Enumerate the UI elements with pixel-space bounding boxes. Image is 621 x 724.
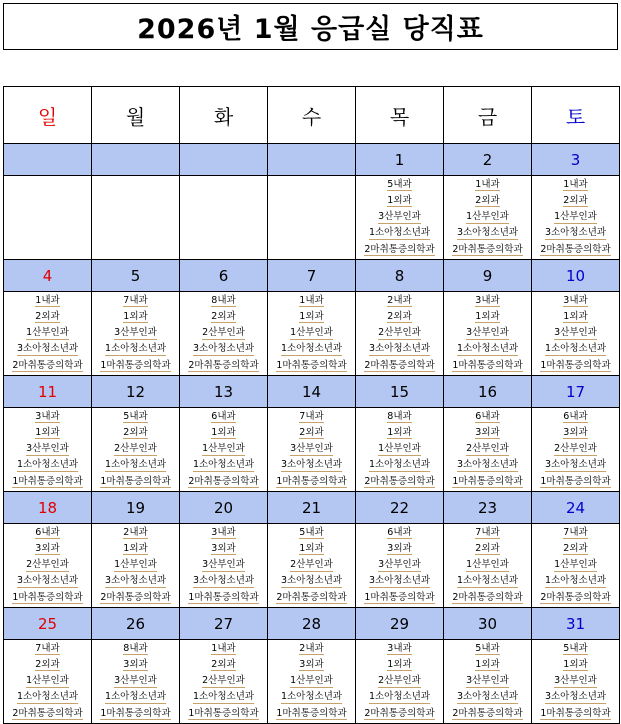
date-number: 29 xyxy=(356,608,444,640)
duty-entry: 3산부인과 xyxy=(554,673,597,689)
duty-entry: 1산부인과 xyxy=(378,441,421,457)
duty-entry: 3외과 xyxy=(563,425,587,441)
duty-entry: 1소아청소년과 xyxy=(369,457,430,473)
duty-list xyxy=(444,525,531,607)
duty-entry: 3내과 xyxy=(563,293,587,309)
duty-list xyxy=(532,409,619,491)
duty-entry: 1마취통증의학과 xyxy=(100,358,170,374)
duty-cell xyxy=(444,292,532,376)
date-number: 3 xyxy=(532,144,620,176)
date-row xyxy=(4,376,620,408)
duty-entry: 1소아청소년과 xyxy=(457,573,518,589)
duty-cell xyxy=(444,640,532,724)
duty-entry: 5내과 xyxy=(387,177,411,193)
duty-list xyxy=(356,177,443,259)
date-number: 6 xyxy=(180,260,268,292)
duty-entry: 1소아청소년과 xyxy=(369,225,430,241)
duty-cell xyxy=(92,640,180,724)
page-title: 2026년 1월 응급실 당직표 xyxy=(137,14,484,45)
duty-entry: 2산부인과 xyxy=(290,557,333,573)
date-number: 11 xyxy=(4,376,92,408)
duty-entry: 1산부인과 xyxy=(202,441,245,457)
duty-entry: 2마취통증의학과 xyxy=(100,590,170,606)
duty-entry: 1내과 xyxy=(563,177,587,193)
duty-entry: 2산부인과 xyxy=(378,325,421,341)
duty-list xyxy=(444,409,531,491)
duty-entry: 6내과 xyxy=(475,409,499,425)
duty-entry: 3소아청소년과 xyxy=(457,457,518,473)
duty-entry: 1소아청소년과 xyxy=(281,689,342,705)
duty-entry: 5내과 xyxy=(475,641,499,657)
date-number: 20 xyxy=(180,492,268,524)
duty-cell xyxy=(444,408,532,492)
date-row xyxy=(4,492,620,524)
date-number: 7 xyxy=(268,260,356,292)
duty-entry: 3소아청소년과 xyxy=(545,689,606,705)
date-number: 23 xyxy=(444,492,532,524)
duty-cell xyxy=(180,292,268,376)
duty-entry: 1외과 xyxy=(299,541,323,557)
duty-list xyxy=(356,641,443,723)
date-number: 21 xyxy=(268,492,356,524)
duty-entry: 1소아청소년과 xyxy=(105,457,166,473)
duty-cell xyxy=(532,176,620,260)
duty-entry: 8내과 xyxy=(123,641,147,657)
duty-entry: 1외과 xyxy=(475,309,499,325)
duty-entry: 1외과 xyxy=(387,193,411,209)
duty-list xyxy=(532,525,619,607)
duty-entry: 3산부인과 xyxy=(114,325,157,341)
duty-cell xyxy=(532,524,620,608)
duty-entry: 6내과 xyxy=(563,409,587,425)
duty-entry: 2외과 xyxy=(563,541,587,557)
duty-entry: 3외과 xyxy=(211,541,235,557)
duty-entry: 3산부인과 xyxy=(378,209,421,225)
date-number: 31 xyxy=(532,608,620,640)
weekday-header: 수 xyxy=(268,87,356,144)
duty-entry: 3외과 xyxy=(299,657,323,673)
duty-entry: 2산부인과 xyxy=(202,325,245,341)
duty-row xyxy=(4,408,620,492)
duty-entry: 3외과 xyxy=(387,541,411,557)
title-box xyxy=(3,3,618,50)
date-number: 22 xyxy=(356,492,444,524)
calendar-body xyxy=(4,144,620,724)
duty-cell xyxy=(356,524,444,608)
duty-list xyxy=(532,641,619,723)
date-number: 26 xyxy=(92,608,180,640)
duty-cell xyxy=(268,640,356,724)
duty-row xyxy=(4,640,620,724)
duty-entry: 3산부인과 xyxy=(554,325,597,341)
date-number: 27 xyxy=(180,608,268,640)
duty-entry: 1마취통증의학과 xyxy=(452,358,522,374)
duty-entry: 3산부인과 xyxy=(378,557,421,573)
duty-entry: 2산부인과 xyxy=(26,557,69,573)
duty-list xyxy=(4,525,91,607)
weekday-header: 토 xyxy=(532,87,620,144)
weekday-header: 월 xyxy=(92,87,180,144)
duty-cell xyxy=(4,640,92,724)
duty-entry: 2산부인과 xyxy=(114,441,157,457)
duty-entry: 6내과 xyxy=(387,525,411,541)
date-number: 1 xyxy=(356,144,444,176)
duty-list xyxy=(268,293,355,375)
duty-cell xyxy=(92,176,180,260)
duty-entry: 3산부인과 xyxy=(466,325,509,341)
duty-cell xyxy=(180,640,268,724)
duty-entry: 1산부인과 xyxy=(26,325,69,341)
duty-entry: 2마취통증의학과 xyxy=(452,242,522,258)
duty-entry: 1소아청소년과 xyxy=(105,341,166,357)
duty-cell xyxy=(356,640,444,724)
duty-entry: 2산부인과 xyxy=(466,441,509,457)
duty-entry: 3산부인과 xyxy=(290,441,333,457)
date-number: 2 xyxy=(444,144,532,176)
duty-entry: 1산부인과 xyxy=(466,557,509,573)
duty-cell xyxy=(532,292,620,376)
duty-entry: 2외과 xyxy=(475,193,499,209)
duty-row xyxy=(4,176,620,260)
duty-entry: 3내과 xyxy=(211,525,235,541)
duty-entry: 1소아청소년과 xyxy=(105,689,166,705)
duty-entry: 2마취통증의학과 xyxy=(452,590,522,606)
duty-entry: 2외과 xyxy=(35,309,59,325)
duty-entry: 2외과 xyxy=(299,425,323,441)
duty-cell xyxy=(180,176,268,260)
duty-entry: 1외과 xyxy=(35,425,59,441)
weekday-header: 화 xyxy=(180,87,268,144)
date-number: 14 xyxy=(268,376,356,408)
duty-cell xyxy=(532,640,620,724)
date-number: 10 xyxy=(532,260,620,292)
duty-cell xyxy=(180,408,268,492)
date-number: 24 xyxy=(532,492,620,524)
duty-entry: 1마취통증의학과 xyxy=(276,358,346,374)
duty-entry: 1마취통증의학과 xyxy=(12,590,82,606)
duty-entry: 1내과 xyxy=(35,293,59,309)
duty-cell xyxy=(532,408,620,492)
duty-entry: 3내과 xyxy=(35,409,59,425)
date-number xyxy=(180,144,268,176)
duty-entry: 2내과 xyxy=(299,641,323,657)
date-number: 28 xyxy=(268,608,356,640)
duty-entry: 1마취통증의학과 xyxy=(364,590,434,606)
date-number: 4 xyxy=(4,260,92,292)
duty-entry: 3소아청소년과 xyxy=(457,689,518,705)
duty-list xyxy=(180,641,267,723)
duty-list xyxy=(92,641,179,723)
duty-entry: 3소아청소년과 xyxy=(17,341,78,357)
duty-entry: 2외과 xyxy=(123,425,147,441)
duty-entry: 1산부인과 xyxy=(466,209,509,225)
duty-calendar xyxy=(3,86,620,724)
duty-entry: 3내과 xyxy=(475,293,499,309)
duty-cell xyxy=(268,176,356,260)
duty-list xyxy=(180,525,267,607)
duty-cell xyxy=(356,176,444,260)
duty-entry: 3소아청소년과 xyxy=(457,225,518,241)
duty-entry: 1외과 xyxy=(299,309,323,325)
duty-list xyxy=(268,525,355,607)
duty-entry: 2마취통증의학과 xyxy=(276,590,346,606)
duty-cell xyxy=(356,292,444,376)
duty-entry: 3소아청소년과 xyxy=(369,341,430,357)
duty-entry: 3외과 xyxy=(123,657,147,673)
duty-list xyxy=(4,293,91,375)
date-number xyxy=(4,144,92,176)
duty-entry: 2내과 xyxy=(387,293,411,309)
duty-entry: 1소아청소년과 xyxy=(281,341,342,357)
duty-entry: 7내과 xyxy=(475,525,499,541)
date-number: 9 xyxy=(444,260,532,292)
duty-entry: 1외과 xyxy=(563,309,587,325)
duty-entry: 2마취통증의학과 xyxy=(452,706,522,722)
duty-entry: 1소아청소년과 xyxy=(457,341,518,357)
duty-entry: 2산부인과 xyxy=(202,673,245,689)
duty-entry: 1마취통증의학과 xyxy=(188,590,258,606)
duty-entry: 3소아청소년과 xyxy=(17,573,78,589)
duty-entry: 3산부인과 xyxy=(26,441,69,457)
duty-entry: 1마취통증의학과 xyxy=(276,706,346,722)
duty-entry: 2마취통증의학과 xyxy=(540,590,610,606)
duty-entry: 1소아청소년과 xyxy=(369,689,430,705)
duty-cell xyxy=(4,408,92,492)
duty-entry: 3소아청소년과 xyxy=(281,573,342,589)
duty-entry: 1내과 xyxy=(475,177,499,193)
duty-entry: 2마취통증의학과 xyxy=(12,358,82,374)
date-number: 25 xyxy=(4,608,92,640)
duty-entry: 3소아청소년과 xyxy=(105,573,166,589)
duty-cell xyxy=(180,524,268,608)
weekday-header: 금 xyxy=(444,87,532,144)
weekday-header-row xyxy=(4,87,620,144)
duty-entry: 1마취통증의학과 xyxy=(540,706,610,722)
date-number: 8 xyxy=(356,260,444,292)
duty-entry: 2마취통증의학과 xyxy=(364,358,434,374)
duty-entry: 2마취통증의학과 xyxy=(364,706,434,722)
duty-entry: 2마취통증의학과 xyxy=(188,358,258,374)
duty-entry: 1소아청소년과 xyxy=(545,341,606,357)
duty-entry: 6내과 xyxy=(211,409,235,425)
duty-entry: 1마취통증의학과 xyxy=(276,474,346,490)
duty-entry: 3소아청소년과 xyxy=(281,457,342,473)
date-row xyxy=(4,260,620,292)
duty-cell xyxy=(444,524,532,608)
duty-list xyxy=(268,409,355,491)
weekday-header: 목 xyxy=(356,87,444,144)
duty-entry: 3소아청소년과 xyxy=(545,457,606,473)
duty-cell xyxy=(268,408,356,492)
duty-list xyxy=(356,409,443,491)
duty-list xyxy=(92,293,179,375)
date-number: 12 xyxy=(92,376,180,408)
duty-cell xyxy=(268,292,356,376)
duty-entry: 1외과 xyxy=(387,657,411,673)
date-number: 19 xyxy=(92,492,180,524)
duty-list xyxy=(444,177,531,259)
duty-list xyxy=(180,409,267,491)
duty-entry: 1소아청소년과 xyxy=(193,457,254,473)
duty-entry: 2외과 xyxy=(475,541,499,557)
duty-list xyxy=(532,293,619,375)
duty-cell xyxy=(444,176,532,260)
duty-entry: 1외과 xyxy=(475,657,499,673)
duty-entry: 2내과 xyxy=(123,525,147,541)
date-number xyxy=(92,144,180,176)
duty-cell xyxy=(4,292,92,376)
duty-entry: 2마취통증의학과 xyxy=(12,706,82,722)
duty-entry: 1마취통증의학과 xyxy=(540,358,610,374)
date-row xyxy=(4,144,620,176)
duty-entry: 1마취통증의학과 xyxy=(12,474,82,490)
duty-cell xyxy=(92,292,180,376)
duty-entry: 1마취통증의학과 xyxy=(452,474,522,490)
duty-entry: 3외과 xyxy=(35,541,59,557)
duty-entry: 1외과 xyxy=(211,425,235,441)
duty-entry: 2외과 xyxy=(211,657,235,673)
duty-entry: 2마취통증의학과 xyxy=(188,474,258,490)
duty-cell xyxy=(92,408,180,492)
duty-list xyxy=(356,293,443,375)
duty-list xyxy=(356,525,443,607)
duty-list xyxy=(4,409,91,491)
weekday-header: 일 xyxy=(4,87,92,144)
duty-entry: 1산부인과 xyxy=(554,209,597,225)
duty-entry: 2마취통증의학과 xyxy=(364,474,434,490)
duty-entry: 5내과 xyxy=(563,641,587,657)
duty-entry: 1내과 xyxy=(211,641,235,657)
duty-list xyxy=(4,641,91,723)
duty-entry: 7내과 xyxy=(299,409,323,425)
duty-list xyxy=(268,641,355,723)
duty-row xyxy=(4,292,620,376)
date-number: 17 xyxy=(532,376,620,408)
date-number: 18 xyxy=(4,492,92,524)
duty-entry: 1산부인과 xyxy=(290,673,333,689)
duty-entry: 1외과 xyxy=(563,657,587,673)
duty-entry: 3내과 xyxy=(387,641,411,657)
duty-entry: 2외과 xyxy=(35,657,59,673)
duty-entry: 2산부인과 xyxy=(378,673,421,689)
duty-list xyxy=(444,293,531,375)
duty-entry: 2외과 xyxy=(563,193,587,209)
duty-entry: 5내과 xyxy=(299,525,323,541)
duty-entry: 1외과 xyxy=(387,425,411,441)
duty-entry: 1마취통증의학과 xyxy=(540,474,610,490)
duty-entry: 8내과 xyxy=(387,409,411,425)
duty-entry: 1산부인과 xyxy=(114,557,157,573)
duty-entry: 1소아청소년과 xyxy=(17,457,78,473)
duty-entry: 2외과 xyxy=(387,309,411,325)
duty-list xyxy=(92,409,179,491)
duty-cell xyxy=(356,408,444,492)
duty-entry: 1외과 xyxy=(123,309,147,325)
duty-entry: 5내과 xyxy=(123,409,147,425)
duty-entry: 3소아청소년과 xyxy=(193,573,254,589)
duty-entry: 1내과 xyxy=(299,293,323,309)
duty-entry: 3산부인과 xyxy=(466,673,509,689)
date-number: 15 xyxy=(356,376,444,408)
date-row xyxy=(4,608,620,640)
duty-entry: 1외과 xyxy=(123,541,147,557)
duty-entry: 3소아청소년과 xyxy=(369,573,430,589)
date-number: 5 xyxy=(92,260,180,292)
duty-entry: 1산부인과 xyxy=(554,557,597,573)
duty-entry: 1마취통증의학과 xyxy=(188,706,258,722)
duty-entry: 1마취통증의학과 xyxy=(100,706,170,722)
duty-entry: 2마취통증의학과 xyxy=(540,242,610,258)
duty-entry: 2산부인과 xyxy=(554,441,597,457)
date-number: 13 xyxy=(180,376,268,408)
date-number: 16 xyxy=(444,376,532,408)
duty-cell xyxy=(268,524,356,608)
duty-entry: 7내과 xyxy=(563,525,587,541)
duty-cell xyxy=(4,524,92,608)
date-number: 30 xyxy=(444,608,532,640)
duty-entry: 7내과 xyxy=(35,641,59,657)
duty-entry: 3소아청소년과 xyxy=(545,225,606,241)
duty-entry: 3산부인과 xyxy=(202,557,245,573)
duty-entry: 2외과 xyxy=(211,309,235,325)
duty-entry: 1산부인과 xyxy=(26,673,69,689)
duty-list xyxy=(532,177,619,259)
duty-entry: 6내과 xyxy=(35,525,59,541)
duty-entry: 1소아청소년과 xyxy=(545,573,606,589)
duty-entry: 3소아청소년과 xyxy=(193,341,254,357)
duty-cell xyxy=(92,524,180,608)
duty-list xyxy=(444,641,531,723)
duty-entry: 7내과 xyxy=(123,293,147,309)
duty-entry: 2마취통증의학과 xyxy=(364,242,434,258)
duty-entry: 1산부인과 xyxy=(290,325,333,341)
duty-row xyxy=(4,524,620,608)
duty-entry: 1소아청소년과 xyxy=(193,689,254,705)
date-number xyxy=(268,144,356,176)
duty-entry: 3외과 xyxy=(475,425,499,441)
duty-entry: 3산부인과 xyxy=(114,673,157,689)
duty-list xyxy=(92,525,179,607)
duty-list xyxy=(180,293,267,375)
duty-entry: 1소아청소년과 xyxy=(17,689,78,705)
duty-entry: 8내과 xyxy=(211,293,235,309)
duty-cell xyxy=(4,176,92,260)
duty-entry: 1마취통증의학과 xyxy=(100,474,170,490)
